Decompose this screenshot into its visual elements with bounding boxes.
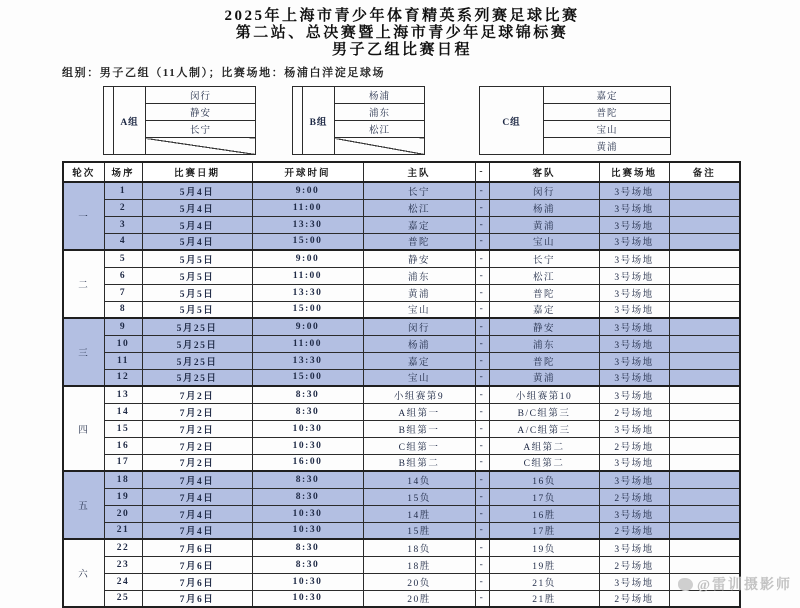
home-team-cell: B组第一	[363, 420, 475, 437]
time-cell: 8:30	[252, 556, 363, 573]
away-team-cell: A组第二	[489, 437, 599, 454]
time-cell: 8:30	[252, 386, 363, 403]
match-no-cell: 14	[104, 403, 142, 420]
venue-cell: 3号场地	[599, 284, 669, 301]
date-cell: 5月4日	[142, 182, 252, 199]
group-label-cell: B组	[303, 87, 335, 155]
vs-separator-cell: -	[475, 590, 489, 607]
time-cell: 13:30	[252, 352, 363, 369]
venue-cell: 3号场地	[599, 471, 669, 488]
away-team-cell: 19胜	[489, 556, 599, 573]
match-no-cell: 19	[104, 488, 142, 505]
match-row	[63, 386, 740, 403]
time-cell: 15:00	[252, 233, 363, 250]
vs-separator-cell: -	[475, 335, 489, 352]
time-cell: 10:30	[252, 420, 363, 437]
away-team-cell: 19负	[489, 539, 599, 556]
vs-separator-cell: -	[475, 522, 489, 539]
time-cell: 15:00	[252, 369, 363, 386]
group-table-C组	[479, 86, 671, 155]
venue-cell: 3号场地	[599, 233, 669, 250]
date-cell: 5月25日	[142, 369, 252, 386]
away-team-cell: 16负	[489, 471, 599, 488]
home-team-cell: 14胜	[363, 505, 475, 522]
group-row	[104, 87, 256, 104]
match-row	[63, 267, 740, 284]
match-row	[63, 352, 740, 369]
group-label-cell: A组	[114, 87, 146, 155]
round-label-cell: 四	[63, 386, 104, 471]
vs-separator-cell: -	[475, 301, 489, 318]
match-row	[63, 318, 740, 335]
match-no-cell: 15	[104, 420, 142, 437]
note-cell	[669, 369, 740, 386]
match-row	[63, 233, 740, 250]
vs-separator-cell: -	[475, 437, 489, 454]
match-row	[63, 539, 740, 556]
date-cell: 5月5日	[142, 284, 252, 301]
match-row	[63, 573, 740, 590]
match-no-cell: 18	[104, 471, 142, 488]
time-cell: 8:30	[252, 403, 363, 420]
home-team-cell: 长宁	[363, 182, 475, 199]
time-cell: 16:00	[252, 454, 363, 471]
note-cell	[669, 454, 740, 471]
match-row	[63, 182, 740, 199]
group-table-B组	[292, 86, 425, 155]
home-team-cell: 20胜	[363, 590, 475, 607]
venue-cell: 3号场地	[599, 335, 669, 352]
watermark-text: @雷训摄影师	[696, 578, 792, 593]
match-row	[63, 454, 740, 471]
note-cell	[669, 556, 740, 573]
note-cell	[669, 267, 740, 284]
date-cell: 7月2日	[142, 403, 252, 420]
note-cell	[669, 471, 740, 488]
vs-separator-cell: -	[475, 233, 489, 250]
venue-cell: 3号场地	[599, 539, 669, 556]
match-no-cell: 10	[104, 335, 142, 352]
note-cell	[669, 352, 740, 369]
match-no-cell: 16	[104, 437, 142, 454]
vs-separator-cell: -	[475, 420, 489, 437]
venue-cell: 3号场地	[599, 267, 669, 284]
date-cell: 7月4日	[142, 522, 252, 539]
vs-separator-cell: -	[475, 454, 489, 471]
group-team-cell: 长宁	[146, 121, 256, 138]
header-col-away: 客队	[489, 162, 599, 182]
vs-separator-cell: -	[475, 573, 489, 590]
away-team-cell: 17负	[489, 488, 599, 505]
date-cell: 7月2日	[142, 437, 252, 454]
watermark	[678, 574, 792, 594]
match-no-cell: 23	[104, 556, 142, 573]
venue-cell: 2号场地	[599, 590, 669, 607]
home-team-cell: 14负	[363, 471, 475, 488]
note-cell	[669, 522, 740, 539]
match-row	[63, 505, 740, 522]
match-row	[63, 403, 740, 420]
match-row	[63, 284, 740, 301]
title-line-2: 第二站、总决赛暨上海市青少年足球锦标赛	[235, 25, 569, 41]
home-team-cell: C组第一	[363, 437, 475, 454]
note-cell	[669, 199, 740, 216]
venue-cell: 2号场地	[599, 556, 669, 573]
time-cell: 13:30	[252, 284, 363, 301]
note-cell	[669, 505, 740, 522]
vs-separator-cell: -	[475, 318, 489, 335]
match-no-cell: 6	[104, 267, 142, 284]
match-row	[63, 556, 740, 573]
date-cell: 5月25日	[142, 335, 252, 352]
home-team-cell: 15负	[363, 488, 475, 505]
match-no-cell: 22	[104, 539, 142, 556]
match-row	[63, 590, 740, 607]
group-strip-cell	[104, 87, 114, 155]
home-team-cell: 松江	[363, 199, 475, 216]
note-cell	[669, 386, 740, 403]
match-no-cell: 9	[104, 318, 142, 335]
note-cell	[669, 284, 740, 301]
group-info-line: 组别：男子乙组（11人制）；比赛场地：杨浦白洋淀足球场	[62, 67, 386, 79]
group-table-A组	[103, 86, 256, 155]
vs-separator-cell: -	[475, 267, 489, 284]
vs-separator-cell: -	[475, 369, 489, 386]
home-team-cell: 黄浦	[363, 284, 475, 301]
away-team-cell: 普陀	[489, 352, 599, 369]
note-cell	[669, 301, 740, 318]
vs-separator-cell: -	[475, 182, 489, 199]
date-cell: 5月25日	[142, 352, 252, 369]
home-team-cell: 宝山	[363, 369, 475, 386]
date-cell: 5月5日	[142, 267, 252, 284]
group-row	[293, 87, 425, 104]
match-no-cell: 12	[104, 369, 142, 386]
header-col-home: 主队	[363, 162, 475, 182]
away-team-cell: 小组赛第10	[489, 386, 599, 403]
home-team-cell: 嘉定	[363, 352, 475, 369]
time-cell: 10:30	[252, 437, 363, 454]
away-team-cell: C组第二	[489, 454, 599, 471]
venue-cell: 3号场地	[599, 216, 669, 233]
venue-cell: 3号场地	[599, 454, 669, 471]
match-no-cell: 8	[104, 301, 142, 318]
time-cell: 8:30	[252, 471, 363, 488]
venue-cell: 3号场地	[599, 182, 669, 199]
away-team-cell: 21负	[489, 573, 599, 590]
venue-cell: 2号场地	[599, 488, 669, 505]
groups-section	[62, 86, 742, 155]
group-strip-cell	[293, 87, 303, 155]
match-no-cell: 2	[104, 199, 142, 216]
time-cell: 9:00	[252, 318, 363, 335]
home-team-cell: 小组赛第9	[363, 386, 475, 403]
match-row	[63, 216, 740, 233]
venue-cell: 2号场地	[599, 437, 669, 454]
vs-separator-cell: -	[475, 556, 489, 573]
match-no-cell: 4	[104, 233, 142, 250]
date-cell: 7月6日	[142, 573, 252, 590]
match-no-cell: 13	[104, 386, 142, 403]
match-row	[63, 335, 740, 352]
time-cell: 8:30	[252, 539, 363, 556]
vs-separator-cell: -	[475, 284, 489, 301]
time-cell: 11:00	[252, 267, 363, 284]
away-team-cell: A/C组第三	[489, 420, 599, 437]
schedule-header-row	[63, 162, 740, 182]
time-cell: 15:00	[252, 301, 363, 318]
group-team-cell: 静安	[146, 104, 256, 121]
vs-separator-cell: -	[475, 199, 489, 216]
date-cell: 7月4日	[142, 488, 252, 505]
date-cell: 7月4日	[142, 505, 252, 522]
match-no-cell: 1	[104, 182, 142, 199]
venue-cell: 3号场地	[599, 352, 669, 369]
time-cell: 10:30	[252, 505, 363, 522]
group-team-cell: 杨浦	[335, 87, 425, 104]
away-team-cell: 黄浦	[489, 369, 599, 386]
note-cell	[669, 488, 740, 505]
date-cell: 7月6日	[142, 556, 252, 573]
away-team-cell: 长宁	[489, 250, 599, 267]
header-col-date: 比赛日期	[142, 162, 252, 182]
away-team-cell: 浦东	[489, 335, 599, 352]
group-team-cell: 普陀	[544, 104, 671, 121]
match-no-cell: 20	[104, 505, 142, 522]
header-col-match-no: 场序	[104, 162, 142, 182]
document-title	[62, 8, 742, 59]
away-team-cell: 宝山	[489, 233, 599, 250]
away-team-cell: 17胜	[489, 522, 599, 539]
home-team-cell: 静安	[363, 250, 475, 267]
date-cell: 5月4日	[142, 199, 252, 216]
away-team-cell: 21胜	[489, 590, 599, 607]
note-cell	[669, 182, 740, 199]
vs-separator-cell: -	[475, 403, 489, 420]
group-row	[480, 87, 671, 104]
group-empty-slot-cell	[335, 138, 425, 155]
home-team-cell: 宝山	[363, 301, 475, 318]
time-cell: 10:30	[252, 573, 363, 590]
title-line-1: 2025年上海市青少年体育精英系列赛足球比赛	[224, 8, 580, 24]
venue-cell: 3号场地	[599, 369, 669, 386]
away-team-cell: B/C组第三	[489, 403, 599, 420]
home-team-cell: 18负	[363, 539, 475, 556]
group-empty-slot-cell	[146, 138, 256, 155]
home-team-cell: 15胜	[363, 522, 475, 539]
time-cell: 13:30	[252, 216, 363, 233]
vs-separator-cell: -	[475, 216, 489, 233]
home-team-cell: A组第一	[363, 403, 475, 420]
venue-cell: 2号场地	[599, 403, 669, 420]
group-team-cell: 黄浦	[544, 138, 671, 155]
header-col-round: 轮次	[63, 162, 104, 182]
away-team-cell: 闵行	[489, 182, 599, 199]
venue-cell: 3号场地	[599, 505, 669, 522]
venue-cell: 3号场地	[599, 250, 669, 267]
away-team-cell: 黄浦	[489, 216, 599, 233]
match-no-cell: 21	[104, 522, 142, 539]
home-team-cell: 嘉定	[363, 216, 475, 233]
note-cell	[669, 216, 740, 233]
vs-separator-cell: -	[475, 471, 489, 488]
match-row	[63, 301, 740, 318]
round-label-cell: 一	[63, 182, 104, 250]
home-team-cell: B组第二	[363, 454, 475, 471]
match-no-cell: 5	[104, 250, 142, 267]
away-team-cell: 16胜	[489, 505, 599, 522]
vs-separator-cell: -	[475, 386, 489, 403]
header-col-note: 备注	[669, 162, 740, 182]
time-cell: 10:30	[252, 522, 363, 539]
date-cell: 5月4日	[142, 233, 252, 250]
watermark-logo-icon	[678, 578, 693, 591]
match-no-cell: 7	[104, 284, 142, 301]
venue-cell: 3号场地	[599, 420, 669, 437]
venue-cell: 2号场地	[599, 522, 669, 539]
time-cell: 9:00	[252, 182, 363, 199]
date-cell: 5月4日	[142, 216, 252, 233]
note-cell	[669, 420, 740, 437]
date-cell: 7月2日	[142, 454, 252, 471]
time-cell: 11:00	[252, 199, 363, 216]
round-label-cell: 二	[63, 250, 104, 318]
note-cell	[669, 250, 740, 267]
vs-separator-cell: -	[475, 539, 489, 556]
date-cell: 7月2日	[142, 386, 252, 403]
vs-separator-cell: -	[475, 352, 489, 369]
note-cell	[669, 437, 740, 454]
date-cell: 7月6日	[142, 539, 252, 556]
date-cell: 7月6日	[142, 590, 252, 607]
vs-separator-cell: -	[475, 250, 489, 267]
match-row	[63, 199, 740, 216]
venue-cell: 3号场地	[599, 199, 669, 216]
home-team-cell: 闵行	[363, 318, 475, 335]
match-row	[63, 250, 740, 267]
time-cell: 9:00	[252, 250, 363, 267]
note-cell	[669, 539, 740, 556]
date-cell: 5月25日	[142, 318, 252, 335]
match-row	[63, 522, 740, 539]
note-cell	[669, 335, 740, 352]
round-label-cell: 六	[63, 539, 104, 607]
time-cell: 8:30	[252, 488, 363, 505]
home-team-cell: 18胜	[363, 556, 475, 573]
date-cell: 7月4日	[142, 471, 252, 488]
time-cell: 11:00	[252, 335, 363, 352]
away-team-cell: 嘉定	[489, 301, 599, 318]
away-team-cell: 静安	[489, 318, 599, 335]
match-row	[63, 471, 740, 488]
header-col-venue: 比赛场地	[599, 162, 669, 182]
time-cell: 10:30	[252, 590, 363, 607]
venue-cell: 3号场地	[599, 301, 669, 318]
group-team-cell: 嘉定	[544, 87, 671, 104]
header-col-separator: -	[475, 162, 489, 182]
date-cell: 5月5日	[142, 301, 252, 318]
note-cell	[669, 403, 740, 420]
venue-cell: 3号场地	[599, 318, 669, 335]
home-team-cell: 20负	[363, 573, 475, 590]
match-no-cell: 3	[104, 216, 142, 233]
venue-cell: 3号场地	[599, 573, 669, 590]
round-label-cell: 五	[63, 471, 104, 539]
away-team-cell: 松江	[489, 267, 599, 284]
home-team-cell: 普陀	[363, 233, 475, 250]
note-cell	[669, 233, 740, 250]
match-no-cell: 11	[104, 352, 142, 369]
match-no-cell: 17	[104, 454, 142, 471]
date-cell: 5月5日	[142, 250, 252, 267]
away-team-cell: 杨浦	[489, 199, 599, 216]
group-team-cell: 松江	[335, 121, 425, 138]
match-no-cell: 25	[104, 590, 142, 607]
match-row	[63, 420, 740, 437]
vs-separator-cell: -	[475, 505, 489, 522]
title-line-3: 男子乙组比赛日程	[331, 42, 472, 58]
match-schedule-table	[62, 161, 741, 608]
away-team-cell: 普陀	[489, 284, 599, 301]
note-cell	[669, 318, 740, 335]
match-row	[63, 369, 740, 386]
venue-cell: 3号场地	[599, 386, 669, 403]
home-team-cell: 杨浦	[363, 335, 475, 352]
match-no-cell: 24	[104, 573, 142, 590]
match-row	[63, 437, 740, 454]
vs-separator-cell: -	[475, 488, 489, 505]
group-team-cell: 宝山	[544, 121, 671, 138]
group-team-cell: 闵行	[146, 87, 256, 104]
group-label-cell: C组	[480, 87, 544, 155]
match-row	[63, 488, 740, 505]
header-col-time: 开球时间	[252, 162, 363, 182]
home-team-cell: 浦东	[363, 267, 475, 284]
group-team-cell: 浦东	[335, 104, 425, 121]
date-cell: 7月2日	[142, 420, 252, 437]
round-label-cell: 三	[63, 318, 104, 386]
